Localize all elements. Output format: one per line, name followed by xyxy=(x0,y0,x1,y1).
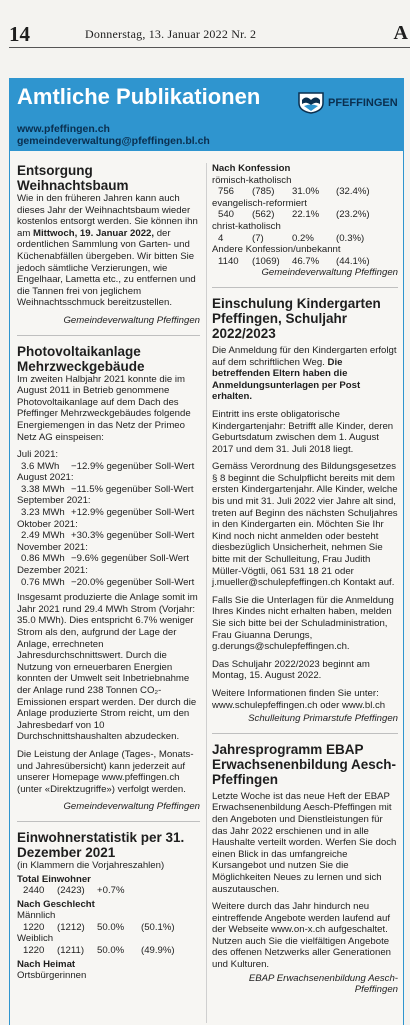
article-title: Photovoltaikanlage Mehrzweckgebäude xyxy=(17,343,145,374)
stats-row: 540 (562) 22.1% (23.2%) xyxy=(218,209,370,221)
page-number: 14 xyxy=(9,22,30,46)
stats-row: 1140 (1069) 46.7% (44.1%) xyxy=(218,255,370,267)
stats-heading: Nach Heimat xyxy=(17,958,76,970)
divider xyxy=(212,733,398,734)
article-title: Jahresprogramm EBAP Erwachsenenbildung Aesch-Pfeffingen xyxy=(212,741,397,787)
article-paragraph: Falls Sie die Unterlagen für die Anmeldung Ihres Kindes nicht erhalten haben, melden Sie sich bitte bei der Schuladministration, Frau Giuanna Derungs, g.derungs@schulepfeffingen.ch. xyxy=(212,594,394,653)
logo-text: PFEFFINGEN xyxy=(328,97,398,109)
month-label: Juli 2021: xyxy=(17,449,59,461)
column-divider xyxy=(206,163,207,1023)
article-signature: Schulleitung Primarstufe Pfeffingen xyxy=(248,713,398,725)
stats-row: 1220 (1211) 50.0% (49.9%) xyxy=(23,945,175,957)
article-title: Einwohnerstatistik per 31. Dezember 2021 xyxy=(17,829,185,860)
stats-heading: Nach Konfession xyxy=(212,163,291,174)
month-label: November 2021: xyxy=(17,541,88,553)
month-list xyxy=(17,449,200,588)
article-paragraph: Gemäss Verordnung des Bildungsgesetzes § 8 beginnt die Schulpflicht bereits mit dem ersten Kindergartenjahr. Alle Kinder, welche bis und mit 31. Juli 2022 vier Jahre alt sind, treten auf Beginn des nächsten Schuljahres in den Kindergarten ein. Möchten Sie Ihr Kind noch nicht anmelden oder besteht diesbezüglich Unsicherheit, nehmen Sie bitte mit der Schulleitung, Frau Judith Müller-Vögtli, 061 531 18 21 oder j.mueller@schulepfeffingen.ch Kontakt auf. xyxy=(212,461,398,589)
corner-letter: A xyxy=(393,22,408,44)
article-signature: Gemeindeverwaltung Pfeffingen xyxy=(63,801,200,813)
article-signature: EBAP Erwachsenenbildung Aesch-Pfeffingen xyxy=(248,972,398,996)
left-column xyxy=(17,163,200,982)
coat-of-arms-icon xyxy=(298,92,324,114)
month-row: 3.38 MWh −11.5% gegenüber Soll-Wert xyxy=(21,483,194,495)
stats-row: 4 (7) 0.2% (0.3%) xyxy=(218,232,365,244)
stats-label: Andere Konfession/unbekannt xyxy=(212,244,341,256)
month-row: 2.49 MWh +30.3% gegenüber Soll-Wert xyxy=(21,530,195,542)
month-row: 0.86 MWh −9.6% gegenüber Soll-Wert xyxy=(21,553,189,565)
month-row: 3.6 MWh −12.9% gegenüber Soll-Wert xyxy=(21,460,195,472)
stats-label: Männlich xyxy=(17,910,56,922)
stats-label: römisch-katholisch xyxy=(212,174,292,186)
banner-links xyxy=(17,123,210,147)
article-paragraph: Weitere durch das Jahr hindurch neu eintreffende Angebote werden laufend auf der Webseite www.on-x.ch aufgeschaltet. Nutzen auch Sie die vielfältigen Angebote des offenen Netzwerks aller Generationen und Kulturen. xyxy=(212,901,392,971)
month-label: Dezember 2021: xyxy=(17,565,88,577)
article-paragraph: Eintritt ins erste obligatorische Kindergartenjahr: Betrifft alle Kinder, deren Geburtsdatum zwischen dem 1. August 2017 und dem 31. Juli 2018 liegt. xyxy=(212,408,394,455)
month-label: August 2021: xyxy=(17,472,74,484)
article-signature: Gemeindeverwaltung Pfeffingen xyxy=(63,314,200,326)
article-title: Entsorgung Weihnachtsbaum xyxy=(17,163,129,193)
banner-title: Amtliche Publikationen xyxy=(17,84,261,109)
stats-heading: Total Einwohner xyxy=(17,873,91,885)
stats-heading: Nach Geschlecht xyxy=(17,898,95,910)
issue-date: Donnerstag, 13. Januar 2022 Nr. 2 xyxy=(85,27,257,41)
masthead xyxy=(0,0,410,60)
month-row: 0.76 MWh −20.0% gegenüber Soll-Wert xyxy=(21,576,195,588)
divider xyxy=(212,287,398,288)
banner xyxy=(10,79,403,151)
stats-label: Ortsbürgerinnen xyxy=(17,970,87,982)
article-paragraph: Die Leistung der Anlage (Tages-, Monats- und Jahresübersicht) kann jederzeit auf unserer Homepage www.pfeffingen.ch (unter «Direktzugriffe») verfolgt werden. xyxy=(17,748,194,795)
article-paragraph: Letzte Woche ist das neue Heft der EBAP Erwachsenenbildung Aesch-Pfeffingen mit den Angeboten und Dienstleistungen für das Jahr 2022 erschienen und in alle Haushalte verteilt worden. Werfen Sie doch einen Blick in das umfangreiche Kursangebot und nutzen Sie die Möglichkeiten Neues zu lernen und sich auszutauschen. xyxy=(212,790,397,895)
website-link[interactable]: www.pfeffingen.ch xyxy=(17,123,110,135)
month-row: 3.23 MWh +12.9% gegenüber Soll-Wert xyxy=(21,507,195,519)
article-paragraph: Wie in den früheren Jahren kann auch dieses Jahr der Weihnachtsbaum wieder kostenlos entsorgt werden. Sie können ihn am Mittwoch, 19. Januar 2022, der ordentlichen Sammlung von Garten- und Küchenabfällen übergeben. Wir bitten Sie jedoch sämtliche Verzierungen, wie Engelhaar, Lametta etc., zu entfernen und die Tannen frei von jeglichem Weihnachtsschmuck bereitzustellen. xyxy=(17,193,198,309)
article-paragraph: Insgesamt produzierte die Anlage somit im Jahr 2021 rund 29.4 MWh Strom (Vorjahr: 35.0 MWh). Dies entspricht 6.7% weniger Strom als den, aufgrund der Lage der Anlage, errechneten Jahresdurchschnittswert. Durch die Nutzung von erneuerbaren Energien konnten der Umwelt seit Inbetriebnahme der Anlage rund 238 Tonnen CO₂-Emissionen erspart werden. Der durch die Anlage produzierte Strom reicht, um den Jahresbedarf von 10 Durchschnittshaushalten abzudecken. xyxy=(17,592,198,743)
article-title: Einschulung Kindergarten Pfeffingen, Schuljahr 2022/2023 xyxy=(212,295,381,341)
stats-label: Weiblich xyxy=(17,933,54,945)
month-label: September 2021: xyxy=(17,495,91,507)
month-label: Oktober 2021: xyxy=(17,518,78,530)
email-link[interactable]: gemeindeverwaltung@pfeffingen.bl.ch xyxy=(17,135,210,147)
masthead-rule xyxy=(9,47,410,48)
stats-row: 2440 (2423) +0.7% xyxy=(23,885,125,897)
stats-row: 756 (785) 31.0% (32.4%) xyxy=(218,186,370,198)
divider xyxy=(17,335,200,336)
right-column xyxy=(212,163,398,1004)
article-signature: Gemeindeverwaltung Pfeffingen xyxy=(261,267,398,279)
divider xyxy=(17,821,200,822)
article-paragraph: Die Anmeldung für den Kindergarten erfolgt auf dem schriftlichen Weg. Die betreffenden Eltern haben die Anmeldungsunterlagen per Post erhalten. xyxy=(212,344,397,403)
article-paragraph: Das Schuljahr 2022/2023 beginnt am Montag, 15. August 2022. xyxy=(212,658,370,682)
stats-note: (in Klammern die Vorjahreszahlen) xyxy=(17,859,165,871)
article-paragraph: Im zweiten Halbjahr 2021 konnte die im August 2011 in Betrieb genommene Photovoltaikanlage auf dem Dach des Pfeffinger Mehrzweckgebäudes folgende Energiemengen in das Netz der Primeo Netz AG einspeisen: xyxy=(17,373,191,443)
article-paragraph: Weitere Informationen finden Sie unter: www.schulepfeffingen.ch oder www.bl.ch xyxy=(212,687,386,711)
stats-row: 1220 (1212) 50.0% (50.1%) xyxy=(23,921,175,933)
publication-box xyxy=(9,78,404,1025)
stats-label: christ-katholisch xyxy=(212,220,281,232)
stats-label: evangelisch-reformiert xyxy=(212,197,307,209)
